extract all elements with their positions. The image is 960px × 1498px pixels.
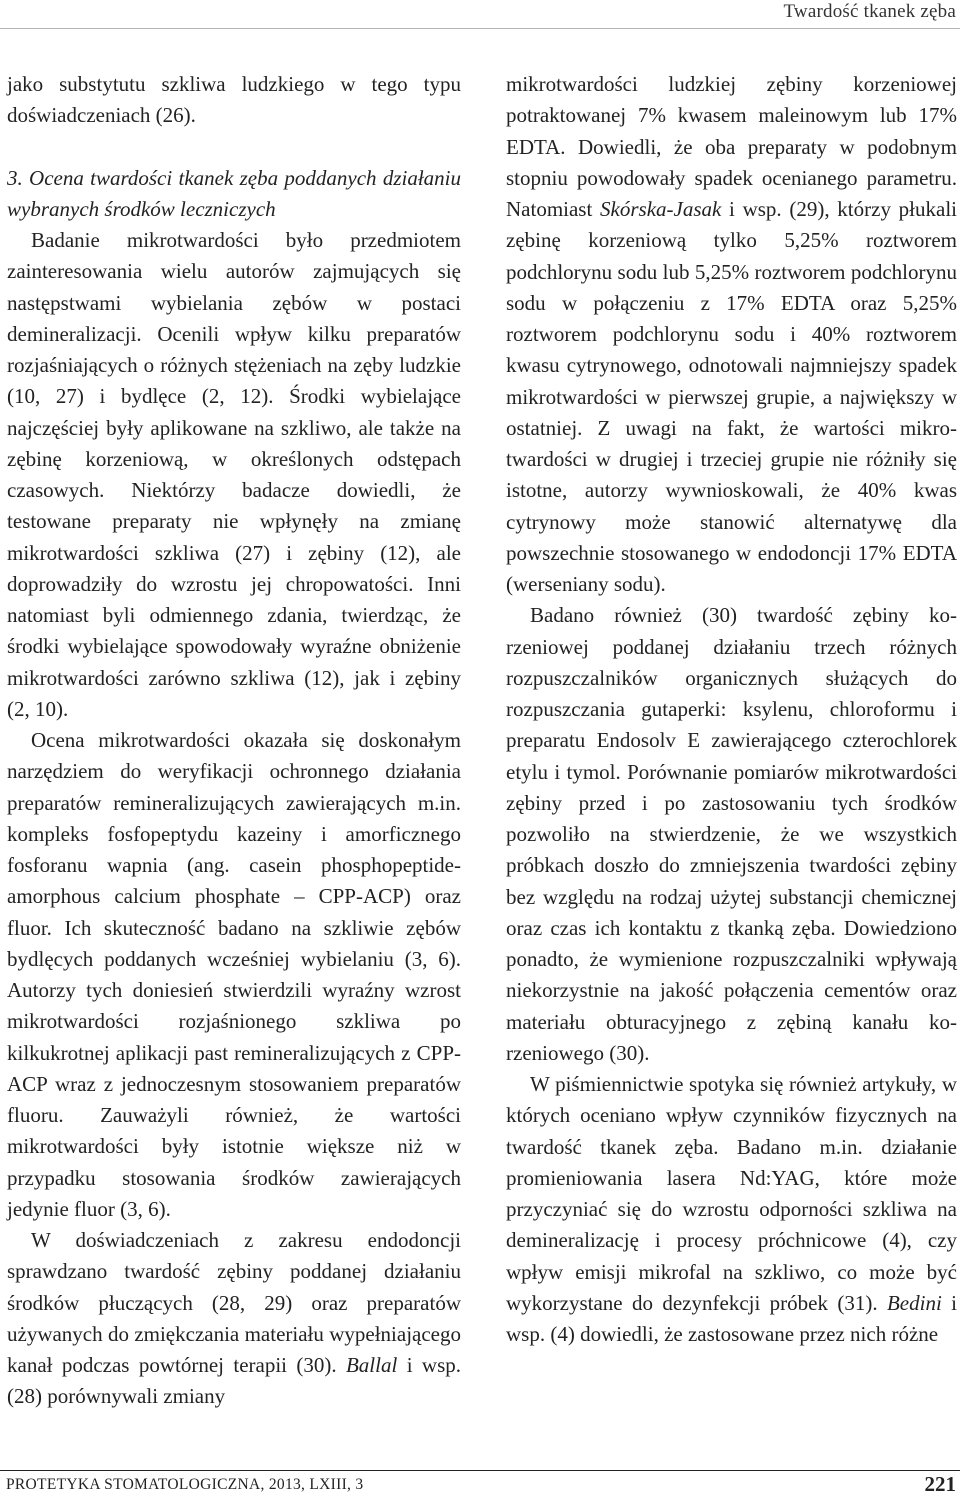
paragraph [506,1069,957,1350]
paragraph: Badano również (30) twardość zębiny korzeniowej poddanej działaniu trzech różnych rozpuszczalników organicznych służących do rozpuszczania gutaperki: ksylenu, chloroformu i preparatu Endosolv E zawierającego czterochlorek etylu i tymol. Porównanie pomiarów mikrotwardości zębiny przed i po zastosowaniu tych środków pozwoliło na stwierdzenie, że we wszystkich próbkach doszło do zmniejszenia twardości zębiny bez względu na rodzaj użytej substancji chemicznej oraz czas ich kontaktu z tkanką zęba. Dowiedziono ponadto, że wymienione rozpuszczalniki wpływają niekorzystnie na jakość połączenia cementów oraz materiału obturacyjnego z zębiną kanału korzeniowego (30). [506,603,957,1065]
running-header [0,0,960,30]
paragraph: Ocena mikrotwardości okazała się doskonałym narzędziem do weryfikacji ochronnego działania preparatów remineralizujących zawierających m.in. kompleks fosfopeptydu kazeiny i amorficznego fosforanu wapnia (ang. casein phosphopeptide-amorphous calcium phosphate – CPP-ACP) oraz fluor. Ich skuteczność badano na szkliwie zębów bydlęcych poddanych wcześniej wybielaniu (3, 6). Autorzy tych doniesień stwierdzili wyraźny wzrost mikrotwardości rozjaśnionego szkliwa po kilkukrotnej aplikacji past remineralizujących z CPP-ACP wraz z jednoczesnym stosowaniem preparatów fluoru. Zauważyli również, że wartości mikrotwardości były istotnie większe niż w przypadku stosowania środków zawierających jedynie fluor (3, 6). [7,728,461,1221]
paragraph-continuation: jako substytutu szkliwa ludzkiego w tego typu doświadczeniach (26). [7,72,461,128]
paragraph-text: i wsp. (29), którzy płukali zębinę korzeniową tylko 5,25% roztworem podchlorynu sodu lub 5,25% roztworem podchlorynu sodu w połączeniu z 17% EDTA oraz 5,25% roztworem podchlorynu sodu i 40% roztworem kwasu cytrynowego, odnotowali najmniejszy spadek mikrotwardości w pierwszej grupie, a największy w ostatniej. Z uwagi na fakt, że wartości mikrotwardości w drugiej i trzeciej grupie nie różniły się istotne, autorzy wywnioskowali, że 40% kwas cytrynowy może stanowić alternatywę dla powszechnie stosowanego w endodoncji 17% EDTA (werseniany sodu). [506,197,957,596]
footer-rule [0,1470,960,1471]
paragraph [7,1225,461,1413]
right-column [506,69,957,1350]
section-heading: 3. Ocena twardości tkanek zęba poddanych działaniu wybranych środków leczniczych [7,165,461,221]
running-title: Twardość tkanek zęba [783,1,956,22]
paragraph-text: i wsp. (28) porównywali zmiany [7,1353,461,1409]
page-number: 221 [924,1472,956,1496]
paragraph-text: mikrotwardości ludzkiej zębiny korzeniowej potraktowanej 7% kwasem maleinowym lub 17% EDTA. Dowiedli, że oba preparaty w podobnym stopniu powodowały spadek ocenianego parametru. Natomiast [506,72,957,221]
header-rule [0,28,960,29]
author-name: Skórska-Jasak [600,197,722,221]
author-name: Ballal [345,1353,398,1377]
paragraph-text: W piśmiennictwie spotyka się również artykuły, w których oceniano wpływ czynników fizycznych na twardość tkanek zęba. Badano m.in. działanie promieniowania lasera Nd:YAG, które może przyczyniać się do wzrostu odporności szkliwa na demineralizację i procesy próchnicowe (4), czy wpływ emisji mikrofal na szkliwo, co może być wykorzystane do dezynfekcji próbek (31). [506,1072,957,1315]
journal-citation: PROTETYKA STOMATOLOGICZNA, 2013, LXIII, 3 [6,1476,364,1493]
paragraph-text: W doświadczeniach z zakresu endodoncji sprawdzano twardość zębiny poddanej działaniu środków płuczących (28, 29) oraz preparatów używanych do zmiękczania materiału wypełniającego kanał podczas powtórnej terapii (30). [7,1228,461,1377]
left-column [7,69,461,1413]
page-footer [0,1466,960,1498]
author-name: Bedini [886,1290,942,1315]
paragraph-text: i wsp. (4) dowiedli, że zastosowane przez nich różne [506,1290,957,1346]
paragraph: Badanie mikrotwardości było przedmiotem zainteresowania wielu autorów zajmujących się następstwami wybielania zębów w postaci demineralizacji. Ocenili wpływ kilku preparatów rozjaśniających o różnych stężeniach na zęby ludzkie (10, 27) i bydlęce (2, 12). Środki wybielające najczęściej były aplikowane na szkliwo, ale także na zębinę korzeniową, w określonych odstępach czasowych. Niektórzy badacze dowiedli, że testowane preparaty nie wpłynęły na zmianę mikrotwardości szkliwa (27) i zębiny (12), ale doprowadziły do wzrostu jej chropowatości. Inni natomiast byli odmiennego zdania, twierdząc, że środki wybielające spowodowały wyraźne obniżenie mikrotwardości zarówno szkliwa (12), jak i zębiny (2, 10). [7,228,461,721]
paragraph-continuation [506,69,957,600]
